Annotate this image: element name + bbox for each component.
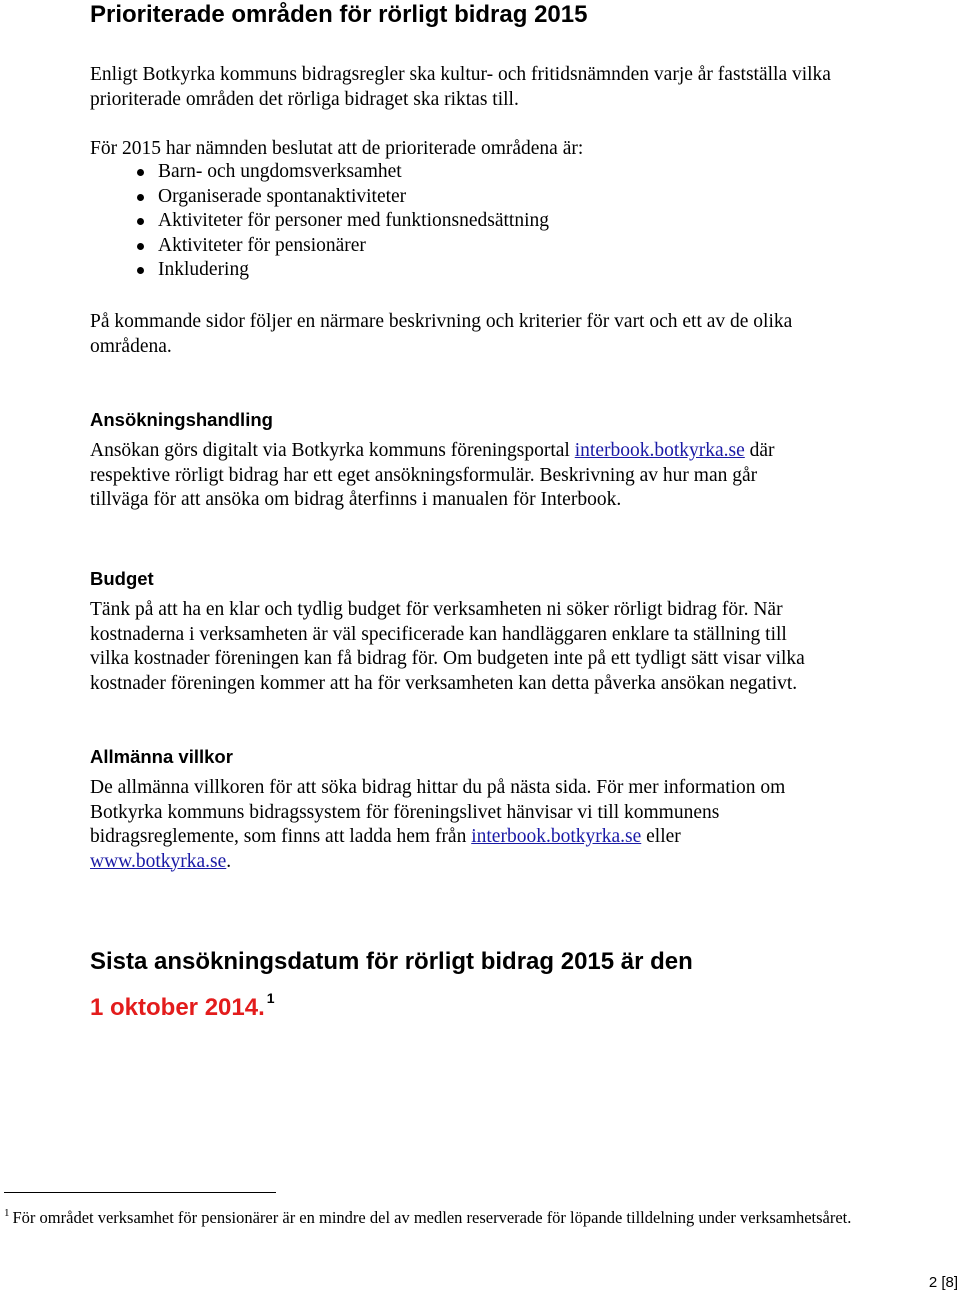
list-item: Inkludering bbox=[90, 258, 790, 283]
footnote-text: För området verksamhet för pensionärer är en mindre del av medlen reserverade för löpande tilldelning under verksamhetsåret. bbox=[12, 1208, 852, 1227]
budget-paragraph: Tänk på att ha en klar och tydlig budget för verksamheten ni söker rörligt bidrag för. När kostnaderna i verksamheten är väl specificerade kan handläggaren enklare ta ställning till vilka kostnader föreningen kan få bidrag för. Om budgeten inte på ett tydligt sätt visar vilka kostnader föreningen kommer att ha för verksamheten kan detta påverka ansökan negativt. bbox=[90, 599, 805, 694]
deadline-line: Sista ansökningsdatum för rörligt bidrag 2015 är den bbox=[90, 948, 693, 975]
page-title: Prioriterade områden för rörligt bidrag 2015 bbox=[90, 1, 588, 28]
budget-heading: Budget bbox=[90, 568, 154, 589]
interbook-link[interactable]: interbook.botkyrka.se bbox=[574, 440, 745, 461]
footnote bbox=[4, 1203, 904, 1228]
general-terms-heading: Allmänna villkor bbox=[90, 746, 233, 767]
botkyrka-link[interactable]: www.botkyrka.se bbox=[90, 850, 227, 872]
application-paragraph: Ansökan görs digitalt via Botkyrka kommuns föreningsportal interbook.botkyrka.se där respektive rörligt bidrag har ett eget ansökningsformulär. Beskrivning av hur man går tillväga för att ansöka om bidrag återfinns i manualen för Interbook. bbox=[90, 440, 775, 510]
following-paragraph: På kommande sidor följer en närmare beskrivning och kriterier för vart och ett av de olika områdena. bbox=[90, 311, 793, 357]
page-number: 2 [8] bbox=[928, 1274, 958, 1291]
list-item: Aktiviteter för pensionärer bbox=[90, 234, 790, 259]
footnote-reference[interactable]: 1 bbox=[266, 990, 275, 1006]
general-terms-paragraph: De allmänna villkoren för att söka bidrag hittar du på nästa sida. För mer information om Botkyrka kommuns bidragssystem för föreningslivet hänvisar vi till kommunens bidragsreglemente, som finns att ladda hem från interbook.botkyrka.se eller www.botkyrka.se. bbox=[90, 777, 786, 872]
bullet-icon bbox=[137, 194, 144, 201]
footnote-divider bbox=[4, 1192, 276, 1193]
priorities-lead: För 2015 har nämnden beslutat att de prioriterade områdena är: bbox=[90, 138, 584, 159]
list-item: Barn- och ungdomsverksamhet bbox=[90, 160, 790, 185]
deadline-date: 1 oktober 2014. bbox=[90, 994, 265, 1021]
application-heading: Ansökningshandling bbox=[90, 409, 273, 430]
interbook-link[interactable]: interbook.botkyrka.se bbox=[471, 826, 642, 847]
bullet-icon bbox=[137, 169, 144, 176]
bullet-icon bbox=[137, 218, 144, 225]
footnote-mark: 1 bbox=[4, 1207, 10, 1219]
priorities-list bbox=[90, 160, 790, 283]
bullet-icon bbox=[137, 243, 144, 250]
deadline-statement bbox=[90, 944, 693, 1026]
bullet-icon bbox=[137, 267, 144, 274]
intro-paragraph: Enligt Botkyrka kommuns bidragsregler ska kultur- och fritidsnämnden varje år fastställa vilka prioriterade områden det rörliga bidraget ska riktas till. bbox=[90, 64, 831, 110]
list-item: Organiserade spontanaktiviteter bbox=[90, 185, 790, 210]
list-item: Aktiviteter för personer med funktionsnedsättning bbox=[90, 209, 790, 234]
